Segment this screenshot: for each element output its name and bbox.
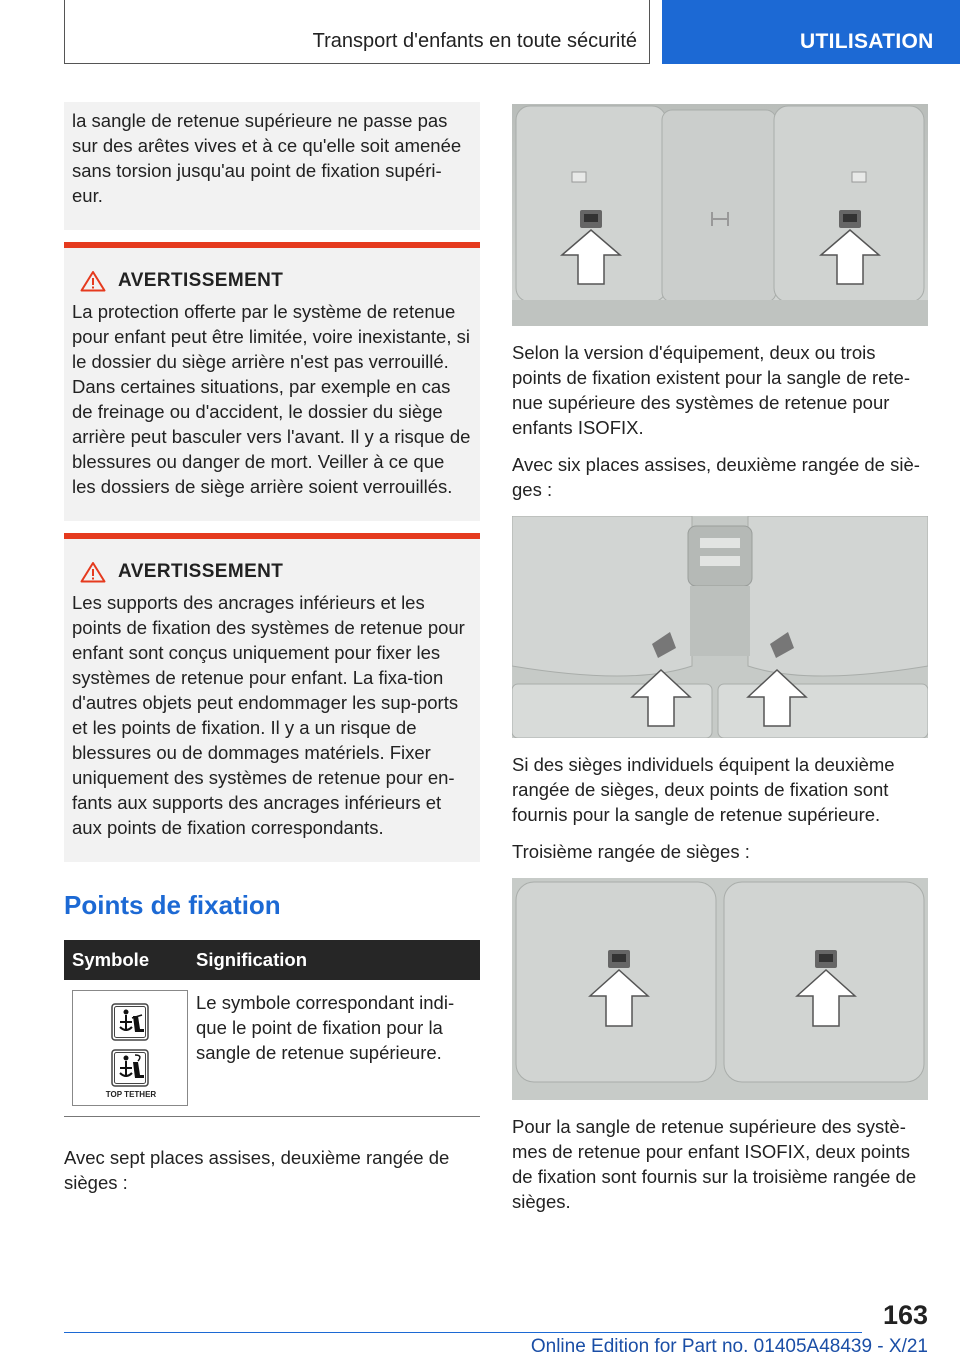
chapter-tab[interactable] <box>662 0 960 64</box>
right-column <box>512 104 928 1214</box>
warning-box-1 <box>64 242 480 521</box>
footer-divider <box>64 1332 862 1333</box>
child-seat-anchor-icon <box>111 1003 149 1041</box>
paragraph-third-row: Troisième rangée de sièges : <box>512 841 750 862</box>
warning-triangle-icon <box>80 561 106 583</box>
photo-seven-seats-anchors <box>512 104 928 326</box>
left-column <box>64 102 480 1195</box>
warning-header <box>72 559 472 584</box>
paragraph-versions: Selon la version d'équipement, deux ou trois points de fixation existent pour la sangle de rete-nue supérieure des systèmes de retenue pour enfants ISOFIX. <box>512 342 910 438</box>
column-header-symbol: Symbole <box>64 940 188 980</box>
table-header-row <box>64 940 480 980</box>
photo-third-row-anchors <box>512 878 928 1100</box>
warning-text: Les supports des ancrages inférieurs et les points de fixation des systèmes de retenue pour enfant sont conçus uniquement pour fixer les systèmes de retenue pour enfant. La fixa-tion d'autres objets peut endommager les sup-ports et les points de fixation. Il y a un risque de blessures ou de dommages matériels. Fixer uniquement des systèmes de retenue pour en-fants aux supports des ancrages inférieurs et aux points de fixation correspondants. <box>72 592 465 838</box>
warning-header <box>72 268 472 293</box>
paragraph-isofix-third-row: Pour la sangle de retenue supérieure des systè-mes de retenue pour enfant ISOFIX, deux points de fixation sont fournis sur la troisième rangée de sièges. <box>512 1116 917 1212</box>
header-frame <box>64 0 650 64</box>
warning-triangle-icon <box>80 270 106 292</box>
edition-link[interactable]: Online Edition for Part no. 01405A48439 - X/21 <box>530 1336 928 1357</box>
top-tether-symbol <box>72 990 188 1106</box>
warning-box-2 <box>64 533 480 862</box>
section-title: Transport d'enfants en toute sécurité <box>312 30 637 52</box>
symbol-table <box>64 940 480 1117</box>
intro-text: la sangle de retenue supérieure ne passe pas sur des arêtes vives et à ce qu'elle soit amenée sans torsion jusqu'au point de fixation supéri-eur. <box>72 110 462 206</box>
photo-six-seats-anchors <box>512 516 928 738</box>
meaning-cell: Le symbole correspondant indi-que le point de fixation pour la sangle de retenue supérieure. <box>188 980 480 1117</box>
paragraph-individual-seats: Si des sièges individuels équipent la deuxième rangée de sièges, deux points de fixation sont fournis pour la sangle de retenue supérieure. <box>512 754 895 825</box>
seven-seats-text: Avec sept places assises, deuxième rangée de sièges : <box>64 1147 450 1193</box>
column-header-meaning: Signification <box>188 940 480 980</box>
top-tether-caption: TOP TETHER <box>105 1090 157 1099</box>
warning-text: La protection offerte par le système de retenue pour enfant peut être limitée, voire inexistante, si le dossier du siège arrière n'est pas verrouillé. Dans certaines situations, par exemple en cas de freinage ou d'accident, le dossier du siège arrière peut basculer vers l'avant. Il y a risque de blessures ou danger de mort. Veiller à ce que les dossiers de siège arrière soient verrouillés. <box>72 301 471 497</box>
child-seat-top-tether-icon <box>111 1049 149 1087</box>
table-row <box>64 980 480 1117</box>
page-number: 163 <box>882 1300 928 1330</box>
warning-label: AVERTISSEMENT <box>118 561 284 582</box>
chapter-tab-label: UTILISATION <box>800 30 934 53</box>
paragraph-six-seats: Avec six places assises, deuxième rangée de siè-ges : <box>512 454 920 500</box>
section-heading: Points de fixation <box>64 890 281 920</box>
intro-box <box>64 102 480 230</box>
warning-label: AVERTISSEMENT <box>118 270 284 291</box>
